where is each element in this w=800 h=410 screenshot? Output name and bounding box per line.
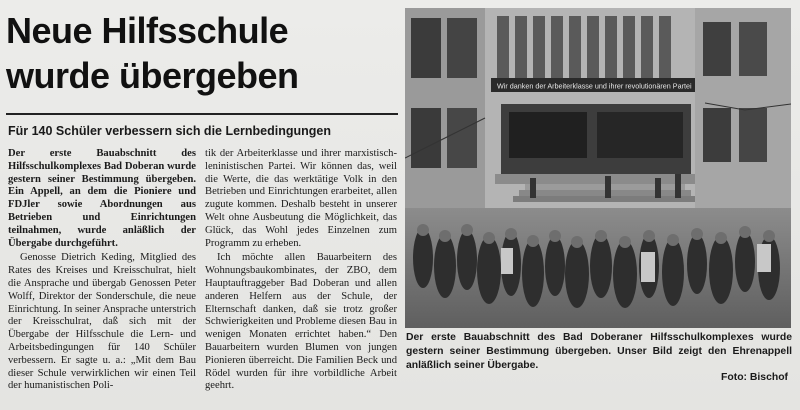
headline-rule bbox=[6, 113, 398, 115]
article-column-2 bbox=[205, 148, 397, 393]
lead-paragraph: Der erste Bauabschnitt des Hilfsschulkomplexes Bad Doberan wurde gestern seiner Bestimmung übergeben. Ein Appell, an dem die Pioniere und FDJler sowie Abordnungen aus Betrieben und Einrichtungen teilnahmen, wurde anläßlich der Übergabe durchgeführt. bbox=[8, 148, 196, 249]
banner-text: Wir danken der Arbeiterklasse und ihrer revolutionären Partei bbox=[497, 81, 692, 91]
headline bbox=[6, 8, 401, 98]
photo-caption: Der erste Bauabschnitt des Bad Doberaner Hilfsschulkomplexes wurde gestern seiner Bestimmung übergeben. Unser Bild zeigt den Ehrenappell anläßlich seiner Übergabe. bbox=[406, 332, 792, 371]
body-paragraph: Ich möchte allen Bauarbeitern des Wohnungsbaukombinates, der ZBO, dem Hauptauftraggeber Bad Doberan und allen anderen Helfern aus der Schule, der Elternschaft danken, daß sie trotz großer Schwierigkeiten und Probleme diesen Bau in wenigen Monaten errichtet haben.“ Den Bauarbeitern wurden Blumen von jungen Pionieren überreicht. Die Familien Beck und Rödel wurden für ihre vorbildliche Arbeit geehrt. bbox=[205, 252, 397, 392]
body-paragraph: tik der Arbeiterklasse und ihrer marxistisch-leninistischen Partei. Wir können das, weil die Werte, die das werktätige Volk in den Betrieben und Einrichtungen erarbeitet, allen zugute kommen. Deshalb besteht in unserer Welt ohne Ausbeutung die Möglichkeit, das Glück, das Wohl jedes Einzelnen zum Programm zu erheben. bbox=[205, 148, 397, 249]
body-paragraph: Genosse Dietrich Keding, Mitglied des Rates des Kreises und Kreisschulrat, hielt die Ansprache und übergab Genossen Peter Wolff, Direktor der Sonderschule, die neue Einrichtung. In seiner Ansprache unterstrich der Kreisschulrat, daß sich mit der Übergabe der Hilfsschule die Lern- und Arbeitsbedingungen für 140 Schüler verbessern. Er sagte u. a.: „Mit dem Bau dieser Schule verwirklichen wir einen Teil der humanistischen Poli- bbox=[8, 252, 196, 392]
headline-line-1: Neue Hilfsschule bbox=[6, 10, 289, 51]
photo-credit: Foto: Bischof bbox=[721, 372, 788, 383]
headline-line-2: wurde übergeben bbox=[6, 55, 299, 96]
article-column-1 bbox=[8, 148, 196, 393]
subheadline: Für 140 Schüler verbessern sich die Lernbedingungen bbox=[8, 124, 332, 138]
school-building-photo bbox=[405, 8, 791, 328]
news-photo bbox=[405, 8, 791, 328]
